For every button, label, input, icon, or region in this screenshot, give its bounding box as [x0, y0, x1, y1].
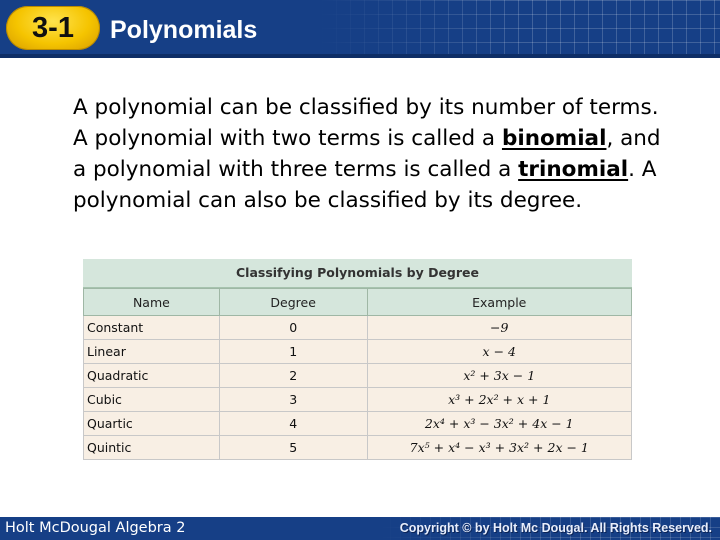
paragraph-text-3: . A polynomial can also be classified by its degree.	[73, 157, 657, 213]
cell-example: x − 4	[367, 340, 631, 364]
cell-example: −9	[367, 316, 631, 340]
cell-example: 2x⁴ + x³ − 3x² + 4x − 1	[367, 412, 631, 436]
table-row	[84, 388, 632, 412]
cell-degree: 3	[219, 388, 367, 412]
cell-name: Quadratic	[84, 364, 220, 388]
term-trinomial: trinomial	[518, 157, 629, 182]
cell-name: Quintic	[84, 436, 220, 460]
footer-bar	[0, 517, 720, 540]
cell-name: Quartic	[84, 412, 220, 436]
table-row	[84, 340, 632, 364]
classification-table	[83, 259, 632, 459]
table-row	[84, 316, 632, 340]
table-title-bar	[83, 259, 632, 289]
lesson-number: 3-1	[32, 12, 74, 44]
cell-example: 7x⁵ + x⁴ − x³ + 3x² + 2x − 1	[367, 436, 631, 460]
column-header-example: Example	[367, 289, 631, 316]
cell-degree: 0	[219, 316, 367, 340]
footer-book-title: Holt McDougal Algebra 2	[5, 520, 186, 536]
cell-degree: 4	[219, 412, 367, 436]
paragraph-text-2: , and a polynomial with three terms is called a	[73, 126, 661, 182]
cell-degree: 1	[219, 340, 367, 364]
cell-degree: 2	[219, 364, 367, 388]
cell-example: x² + 3x − 1	[367, 364, 631, 388]
table-row	[84, 412, 632, 436]
cell-name: Constant	[84, 316, 220, 340]
cell-example: x³ + 2x² + x + 1	[367, 388, 631, 412]
intro-paragraph	[73, 92, 673, 216]
footer-copyright: Copyright © by Holt Mc Dougal. All Rights Reserved.	[399, 521, 712, 535]
column-header-name: Name	[84, 289, 220, 316]
paragraph-text-1: A polynomial can be classified by its number of terms. A polynomial with two terms is called a	[73, 95, 659, 151]
table-header-row	[84, 289, 632, 316]
term-binomial: binomial	[501, 126, 607, 151]
table-row	[84, 436, 632, 460]
table-title: Classifying Polynomials by Degree	[236, 265, 479, 280]
header-banner	[0, 0, 720, 58]
column-header-degree: Degree	[219, 289, 367, 316]
degree-table	[83, 288, 632, 460]
lesson-title: Polynomials	[110, 16, 258, 44]
cell-degree: 5	[219, 436, 367, 460]
cell-name: Cubic	[84, 388, 220, 412]
table-row	[84, 364, 632, 388]
cell-name: Linear	[84, 340, 220, 364]
